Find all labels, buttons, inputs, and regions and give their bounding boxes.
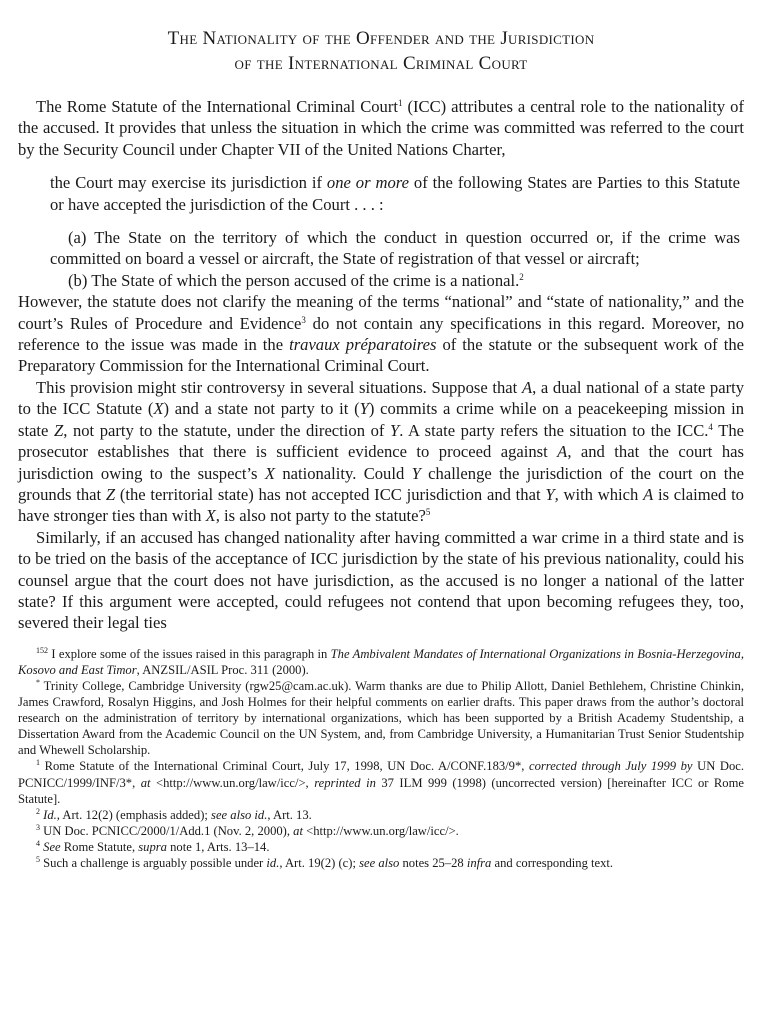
quote-text: (b) The State of which the person accused of the crime is a national. [68, 270, 520, 290]
quote-item-a: (a) The State on the territory of which the conduct in question occurred or, if the crime was committed on board a vessel or aircraft, the State of registration of that vessel or aircraft; [50, 228, 740, 269]
footnote-mark: 2 [36, 806, 40, 816]
paragraph-text: do not contain any specifications in this regard. Moreover, no reference to the issue was made in the [18, 313, 745, 355]
footnote-ref-1: 1 [398, 98, 403, 108]
footnote-5: $^5$ Such a challenge is arguably possible under id., Art. 19(2) (c); see also notes 25–28 infra and corresponding text. [36, 854, 614, 870]
paragraph-text: (ICC) attributes a central role to the nationality of the accused. It provides that unless the situation in which the crime was committed was referred to the court by the Security Council under Chapter VII of the United Nations Charter, [18, 97, 744, 159]
paragraph-similarly: Similarly, if an accused has changed nationality after having committed a war crime in a third state and is to be tried on the basis of the acceptance of ICC jurisdiction by the state of his previous nationality, could his counsel argue that the court does not have jurisdiction, as the accused is no longer a national of the latter state? If this argument were accepted, could refugees not contend that upon becoming refugees they, too, severed their legal ties [18, 527, 744, 633]
paragraph-however [18, 291, 744, 377]
quote-text: the Court may exercise its jurisdiction if [50, 173, 327, 193]
footnote-ref-3: 3 [301, 314, 306, 325]
footnote-ref-4: 4 [708, 421, 713, 432]
article-body [18, 96, 744, 634]
footnote-mark: * [36, 677, 40, 687]
footnote-mark: 3 [36, 822, 40, 832]
paragraph-intro [18, 96, 744, 160]
footnote-ref-5: 5 [425, 507, 431, 518]
footnote-mark: 4 [36, 838, 40, 848]
quote-emphasis: one or more [326, 173, 409, 193]
paragraph-text: of the statute or the subsequent work of the Preparatory Commission for the International Criminal Court. [18, 335, 744, 376]
block-quote [50, 172, 740, 291]
footnotes [18, 646, 744, 871]
paragraph-controversy: This provision might stir controversy in several situations. Suppose that A, a dual national of a state party to the ICC Statute (X) and a state not party to it (Y) commits a crime while on a peacekeeping mission in state Z, not party to the statute, under the direction of Y. A state party refers the situation to the ICC.$^4$ The prosecutor establishes that there is sufficient evidence to proceed against A, and that the court has jurisdiction owing to the suspect’s X nationality. Could Y challenge the jurisdiction of the court on the grounds that Z (the territorial state) has not accepted ICC jurisdiction and that Y, with which A is claimed to have stronger ties than with X, is also not party to the statute?$^5$ [18, 377, 744, 526]
footnote-1: $^1$ Rome Statute of the International Criminal Court, July 17, 1998, UN Doc. A/CONF.183/9*, corrected through July 1999 by UN Doc. PCNICC/1999/INF/3*, at <http://www.un.org/law/icc/>, reprinted in 37 ILM 999 (1998) (uncorrected version) [hereinafter ICC or Rome Statute]. [18, 758, 744, 806]
title-line-2: of the International Criminal Court [234, 53, 528, 74]
paragraph-text: However, the statute does not clarify the meaning of the terms “national” and “state of nationality,” and the court’s Rules of Procedure and Evidence [18, 292, 744, 333]
footnote-mark: 5 [36, 854, 40, 864]
footnote-ref-2: 2 [519, 271, 524, 282]
paragraph-emphasis: travaux préparatoires [289, 335, 437, 355]
title-line-1: The Nationality of the Offender and the Jurisdiction [167, 28, 595, 49]
quote-text: of the following States are Parties to this Statute or have accepted the jurisdiction of the Court . . . : [50, 173, 740, 214]
footnote-4: $^4$ See Rome Statute, supra note 1, Arts. 13–14. [36, 838, 270, 854]
footnote-152: $^{152}$ I explore some of the issues raised in this paragraph in The Ambivalent Mandates of International Organizations in Bosnia-Herzegovina, Kosovo and East Timor, ANZSIL/ASIL Proc. 311 (2000). [18, 645, 744, 677]
footnote-3: $^3$ UN Doc. PCNICC/2000/1/Add.1 (Nov. 2, 2000), at <http://www.un.org/law/icc/>. [36, 822, 459, 838]
footnote-mark: 152 [36, 645, 48, 655]
footnote-author: * Trinity College, Cambridge University (rgw25@cam.ac.uk). Warm thanks are due to Philip Allott, Daniel Bethlehem, Christine Chinkin, James Crawford, Rosalyn Higgins, and Josh Holmes for their helpful comments on earlier drafts. This paper draws from the author’s doctoral research on the administration of territory by international organizations, which has been supported by a British Academy Studentship, a Dissertation Award from the Academic Council on the UN System, and, from Cambridge University, a Humanitarian Trust Senior Studentship and Whewell Scholarship. [18, 677, 744, 758]
paragraph-text: The Rome Statute of the International Criminal Court [36, 97, 398, 116]
article-title [18, 26, 744, 76]
quote-lead [50, 172, 740, 215]
footnote-2: $^2$ Id., Art. 12(2) (emphasis added); see also id., Art. 13. [36, 806, 312, 822]
quote-item-b [50, 270, 740, 291]
footnote-mark: 1 [36, 758, 40, 768]
